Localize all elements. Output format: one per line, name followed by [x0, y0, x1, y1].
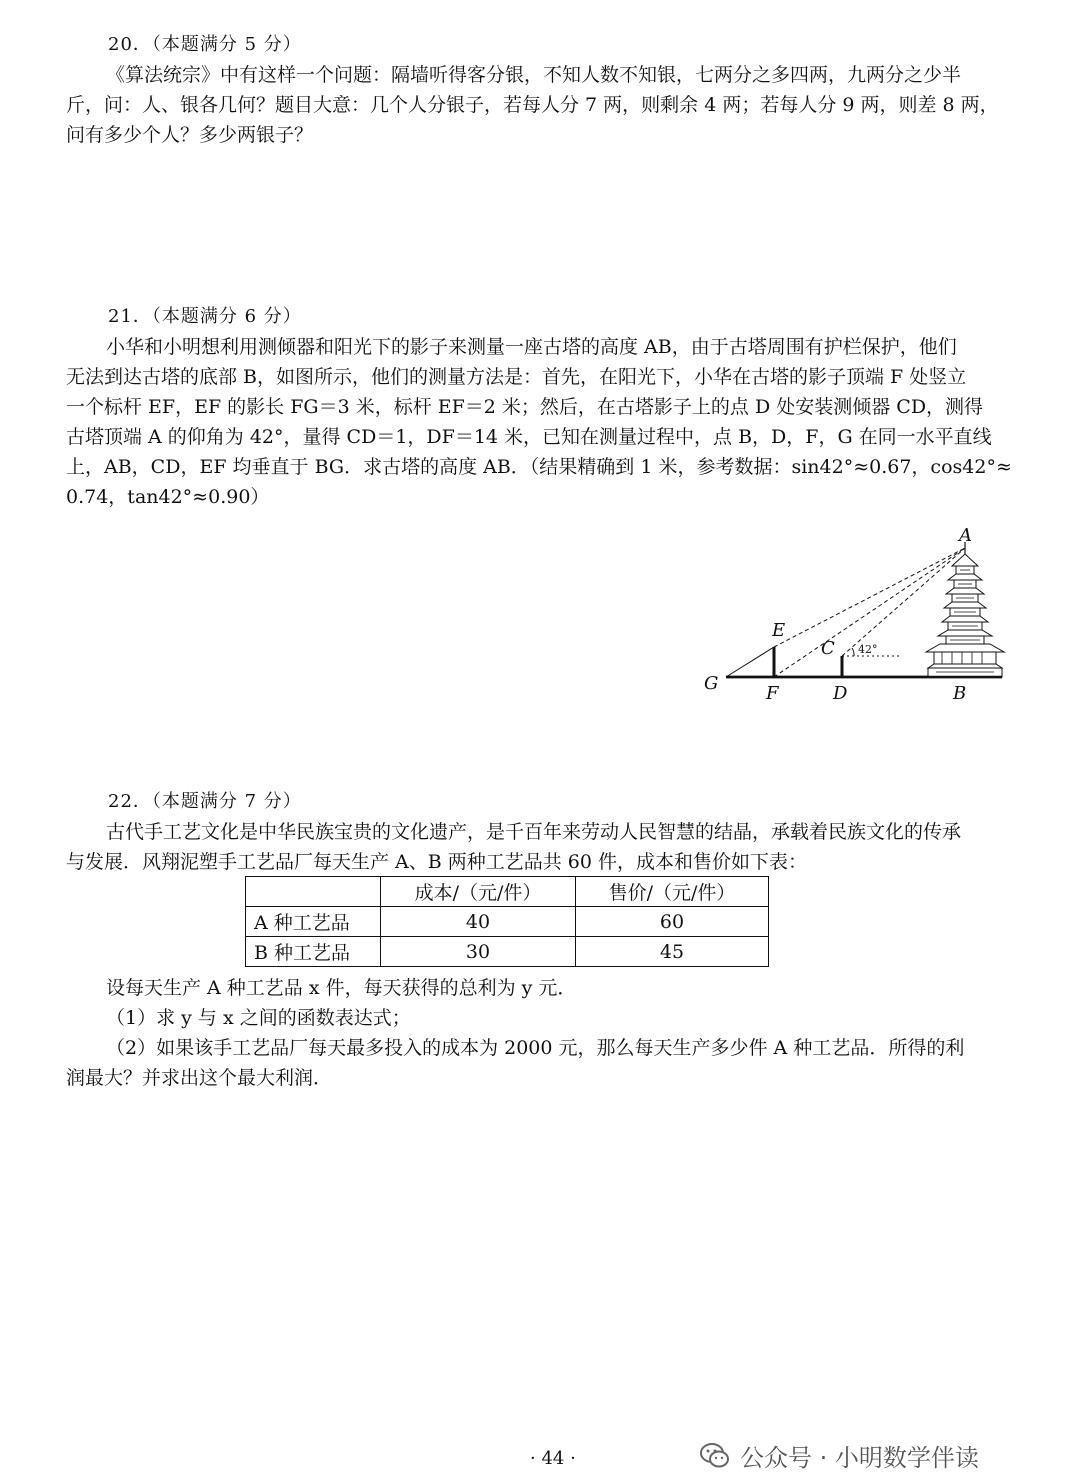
question-21-line-1: 小华和小明想利用测倾器和阳光下的影子来测量一座古塔的高度 AB，由于古塔周围有护栏保护，他们 [106, 336, 957, 358]
question-22-line-1: 古代手工艺文化是中华民族宝贵的文化遗产，是千百年来劳动人民智慧的结晶，承载着民族文化的传承 [106, 821, 962, 843]
table-header-cell [246, 877, 381, 907]
pagoda-geometry-figure [690, 520, 1020, 710]
table-cell: 60 [576, 907, 769, 937]
table-cell: 40 [381, 907, 576, 937]
question-22-continued [66, 973, 1020, 1093]
question-22-part-2-line-2: 润最大？并求出这个最大利润． [66, 1067, 333, 1089]
label-f: F [766, 683, 779, 704]
watermark [700, 1438, 979, 1473]
table-cell: 45 [576, 937, 769, 967]
table-row [246, 937, 769, 967]
question-20-line-1: 《算法统宗》中有这样一个问题：隔墙听得客分银，不知人数不知银，七两分之多四两，九两分之少半 [106, 64, 962, 86]
question-20-line-3: 问有多少个人？多少两银子？ [66, 124, 314, 146]
question-21-line-6: 0.74，tan42°≈0.90） [66, 486, 270, 508]
question-20 [66, 30, 1020, 150]
question-22-part-1: （1）求 y 与 x 之间的函数表达式； [106, 1007, 411, 1029]
table-header-cell: 售价/（元/件） [576, 877, 769, 907]
label-d: D [833, 683, 848, 704]
question-22-header: 22．（本题满分 7 分） [108, 791, 302, 812]
ray-g-e [726, 647, 774, 677]
question-21-header: 21．（本题满分 6 分） [108, 306, 302, 327]
watermark-text: 公众号 · 小明数学伴读 [740, 1444, 979, 1472]
table-cell: 30 [381, 937, 576, 967]
question-22-setup: 设每天生产 A 种工艺品 x 件，每天获得的总利为 y 元． [106, 977, 577, 999]
question-22-part-2-line-1: （2）如果该手工艺品厂每天最多投入的成本为 2000 元，那么每天生产多少件 A 种工艺品．所得的利 [106, 1037, 965, 1059]
label-g: G [704, 673, 719, 694]
question-22-line-2: 与发展．风翔泥塑手工艺品厂每天生产 A、B 两种工艺品共 60 件，成本和售价如下表： [66, 851, 808, 873]
page-number: · 44 · [530, 1448, 576, 1469]
angle-arc [852, 648, 854, 656]
question-21-line-5: 上，AB，CD，EF 均垂直于 BG．求古塔的高度 AB．（结果精确到 1 米，参考数据：sin42°≈0.67，cos42°≈ [66, 456, 1012, 478]
table-row [246, 907, 769, 937]
angle-label: 42° [858, 643, 878, 656]
label-c: C [821, 638, 835, 659]
wechat-icon [700, 1442, 730, 1470]
question-21 [66, 302, 1020, 512]
question-21-line-3: 一个标杆 EF，EF 的影长 FG＝3 米，标杆 EF＝2 米；然后，在古塔影子上的点 D 处安装测倾器 CD，测得 [66, 396, 984, 418]
table-cell: A 种工艺品 [246, 907, 381, 937]
label-b: B [953, 683, 967, 704]
question-20-line-2: 斤，问：人、银各几何？题目大意：几个人分银子，若每人分 7 两，则剩余 4 两；若每人分 9 两，则差 8 两， [66, 94, 999, 116]
table-header-row [246, 877, 769, 907]
cost-price-table [245, 876, 769, 967]
label-a: A [959, 525, 972, 546]
table-header-cell: 成本/（元/件） [381, 877, 576, 907]
question-21-line-4: 古塔顶端 A 的仰角为 42°，量得 CD＝1，DF＝14 米，已知在测量过程中，点 B，D，F，G 在同一水平直线 [66, 426, 992, 448]
question-20-header: 20．（本题满分 5 分） [108, 34, 302, 55]
question-21-line-2: 无法到达古塔的底部 B，如图所示，他们的测量方法是：首先，在阳光下，小华在古塔的影子顶端 F 处竖立 [66, 366, 967, 388]
question-22 [66, 787, 1020, 877]
table-cell: B 种工艺品 [246, 937, 381, 967]
label-e: E [772, 620, 786, 641]
